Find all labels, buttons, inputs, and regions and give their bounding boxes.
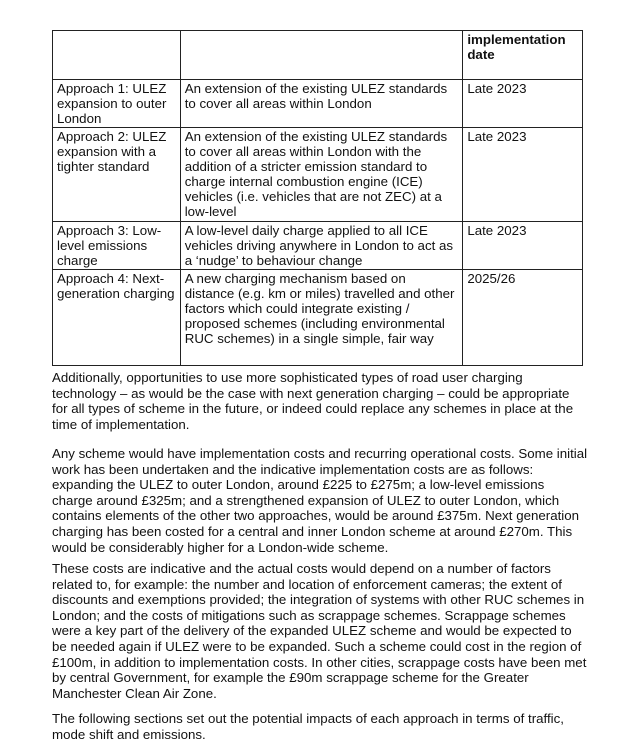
approach-description: A new charging mechanism based on distance (e.g. km or miles) travelled and other factors which could integrate existing / proposed schemes (including environmental RUC schemes) in a single simple, fair way bbox=[180, 270, 463, 366]
table-header-row bbox=[53, 31, 583, 80]
approach-name: Approach 4: Next-generation charging bbox=[53, 270, 181, 366]
approach-date: 2025/26 bbox=[463, 270, 583, 366]
approach-name: Approach 2: ULEZ expansion with a tighter standard bbox=[53, 128, 181, 222]
approach-date: Late 2023 bbox=[463, 222, 583, 270]
approach-description: A low-level daily charge applied to all ICE vehicles driving anywhere in London to act as a ‘nudge’ to behaviour change bbox=[180, 222, 463, 270]
approach-description: An extension of the existing ULEZ standards to cover all areas within London bbox=[180, 80, 463, 128]
paragraph-implementation-costs: Any scheme would have implementation costs and recurring operational costs. Some initial work has been undertaken and the indicative implementation costs are as follows: expanding the ULEZ to outer London, around £225 to £275m; a low-level emissions charge around £325m; and a strengthened expansion of ULEZ to outer London, which contains elements of the other two approaches, would be around £375m. Next generation charging has been costed for a central and inner London scheme at around £270m. This would be considerably higher for a London-wide scheme. bbox=[52, 446, 588, 555]
paragraph-indicative-costs: These costs are indicative and the actual costs would depend on a number of factors related to, for example: the number and location of enforcement cameras; the extent of discounts and exemptions provided; the integration of systems with other RUC schemes in London; and the costs of mitigations such as scrappage schemes. Scrappage schemes were a key part of the delivery of the expanded ULEZ scheme and would be expected to be needed again if ULEZ were to be expanded. Such a scheme could cost in the region of £100m, in addition to implementation costs. In other cities, scrappage costs have been met by central Government, for example the £90m scrappage scheme for the Greater Manchester Clean Air Zone. bbox=[52, 561, 587, 701]
approach-description: An extension of the existing ULEZ standards to cover all areas within London with the addition of a stricter emission standard to charge internal combustion engine (ICE) vehicles (i.e. vehicles that are not ZEC) at a low-level bbox=[180, 128, 463, 222]
approach-date: Late 2023 bbox=[463, 128, 583, 222]
header-cell-description bbox=[180, 31, 463, 80]
approach-name: Approach 3: Low-level emissions charge bbox=[53, 222, 181, 270]
header-cell-implementation-date: implementation date bbox=[463, 31, 583, 80]
approach-name: Approach 1: ULEZ expansion to outer London bbox=[53, 80, 181, 128]
paragraph-technology: Additionally, opportunities to use more sophisticated types of road user charging technology – as would be the case with next generation charging – could be appropriate for all types of scheme in the future, or indeed could replace any schemes in place at the time of implementation. bbox=[52, 370, 574, 432]
approaches-table bbox=[52, 30, 583, 366]
table-row bbox=[53, 270, 583, 366]
paragraph-following-sections: The following sections set out the potential impacts of each approach in terms of traffic, mode shift and emissions. bbox=[52, 711, 564, 742]
header-cell-approach bbox=[53, 31, 181, 80]
table-row bbox=[53, 128, 583, 222]
table-row bbox=[53, 80, 583, 128]
approach-date: Late 2023 bbox=[463, 80, 583, 128]
table-row bbox=[53, 222, 583, 270]
